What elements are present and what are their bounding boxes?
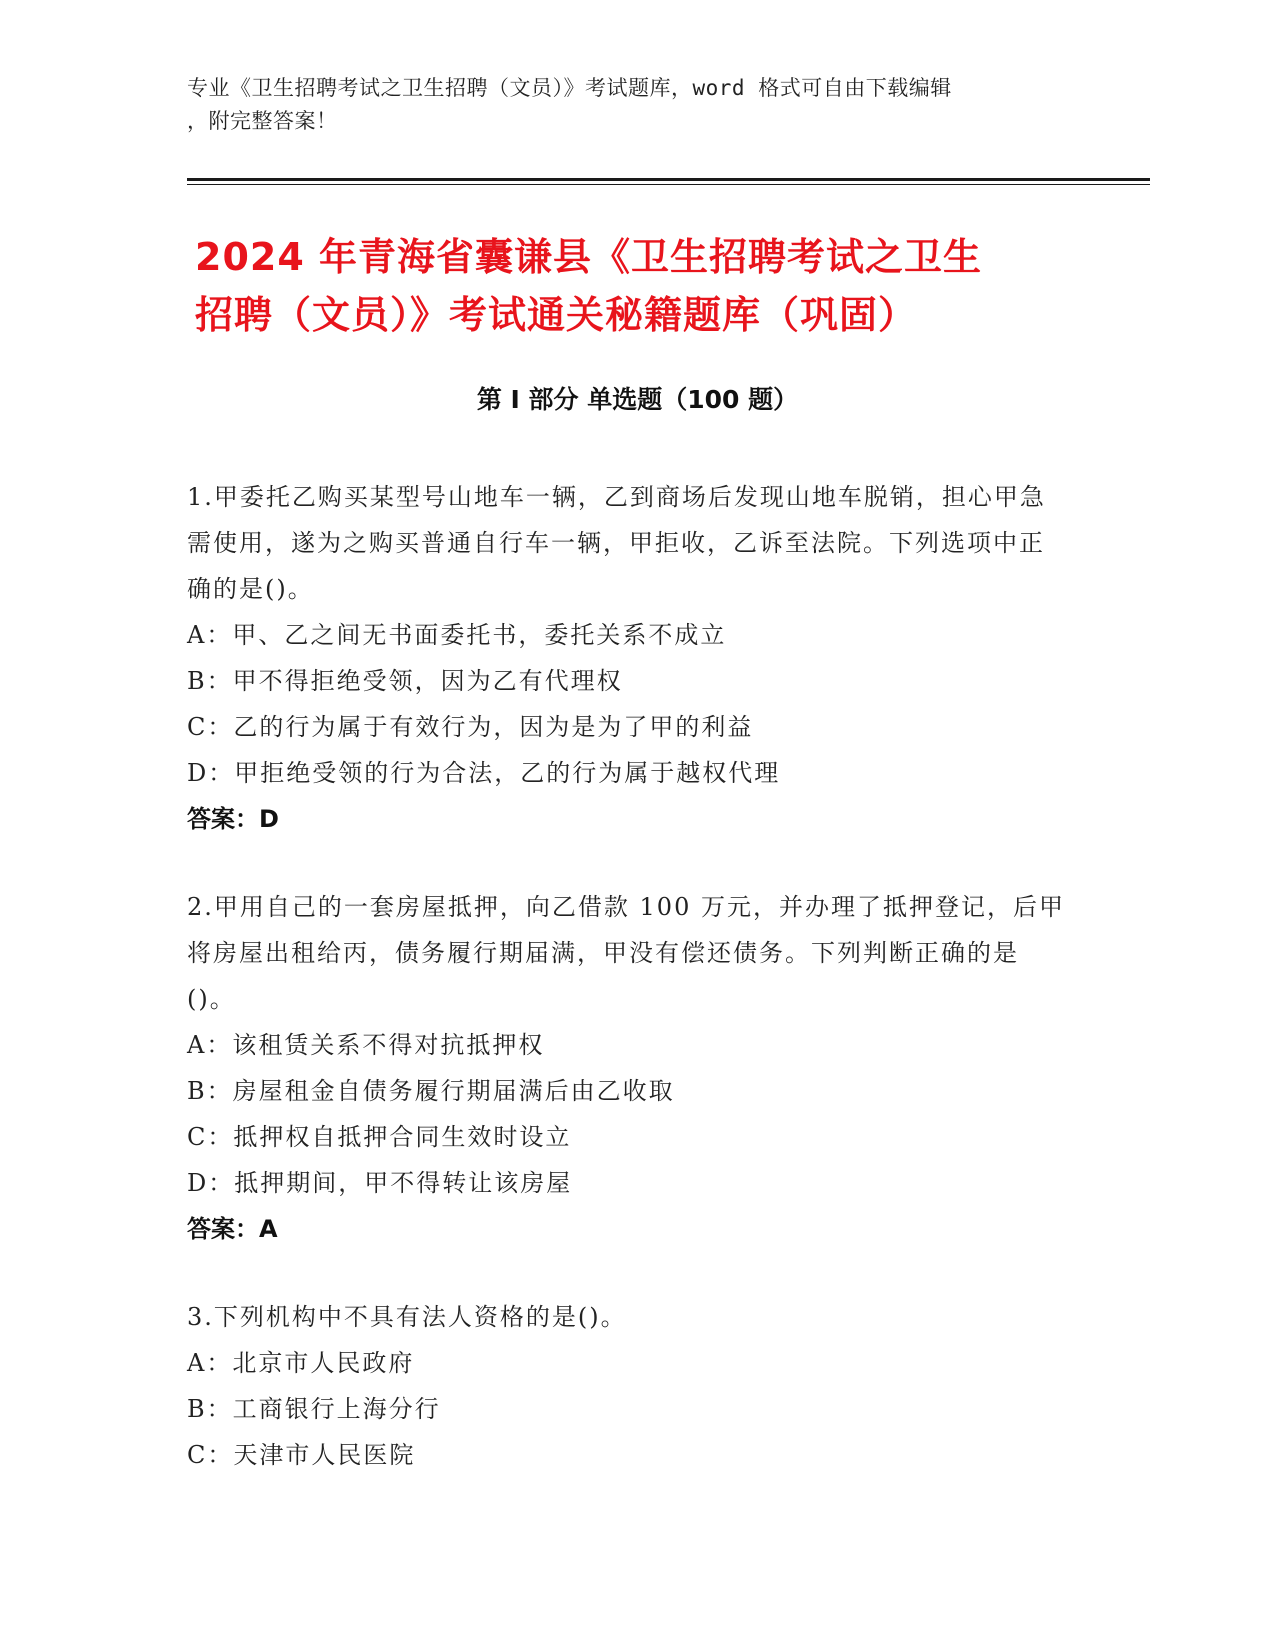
question-option-b: B：房屋租金自债务履行期届满后由乙收取 [187, 1077, 675, 1105]
question-answer: 答案：A [187, 1215, 278, 1243]
question-option-a: A：北京市人民政府 [187, 1349, 415, 1377]
header-rule-thick [187, 178, 1150, 181]
header-rule-thin [187, 184, 1150, 185]
question-option-c: C：天津市人民医院 [187, 1441, 416, 1469]
header-note [187, 72, 1067, 138]
question-option-b: B：甲不得拒绝受领，因为乙有代理权 [187, 667, 623, 695]
question-option-c: C：抵押权自抵押合同生效时设立 [187, 1123, 572, 1151]
question-answer: 答案：D [187, 805, 279, 833]
question-option-b: B：工商银行上海分行 [187, 1395, 441, 1423]
question-item [187, 884, 1067, 1252]
question-option-d: D：抵押期间，甲不得转让该房屋 [187, 1169, 573, 1197]
document-title-line1: 2024 年青海省囊谦县《卫生招聘考试之卫生 [195, 235, 982, 279]
question-option-c: C：乙的行为属于有效行为，因为是为了甲的利益 [187, 713, 754, 741]
question-stem: 2.甲用自己的一套房屋抵押，向乙借款 100 万元，并办理了抵押登记，后甲将房屋出租给丙，债务履行期届满，甲没有偿还债务。下列判断正确的是()。 [187, 893, 1065, 1013]
question-option-d: D：甲拒绝受领的行为合法，乙的行为属于越权代理 [187, 759, 781, 787]
question-option-a: A：甲、乙之间无书面委托书，委托关系不成立 [187, 621, 727, 649]
question-option-a: A：该租赁关系不得对抗抵押权 [187, 1031, 545, 1059]
question-item [187, 474, 1067, 842]
document-title [195, 228, 1095, 344]
question-stem: 3.下列机构中不具有法人资格的是()。 [187, 1303, 627, 1331]
header-note-line1: 专业《卫生招聘考试之卫生招聘（文员）》考试题库，word 格式可自由下载编辑 [187, 76, 952, 100]
header-note-line2: ，附完整答案！ [187, 109, 338, 133]
question-item [187, 1294, 1067, 1478]
document-title-line2: 招聘（文员）》考试通关秘籍题库（巩固） [195, 293, 918, 337]
question-stem: 1.甲委托乙购买某型号山地车一辆，乙到商场后发现山地车脱销，担心甲急需使用，遂为之购买普通自行车一辆，甲拒收，乙诉至法院。下列选项中正确的是()。 [187, 483, 1046, 603]
section-title: 第 I 部分 单选题（100 题） [476, 385, 799, 414]
